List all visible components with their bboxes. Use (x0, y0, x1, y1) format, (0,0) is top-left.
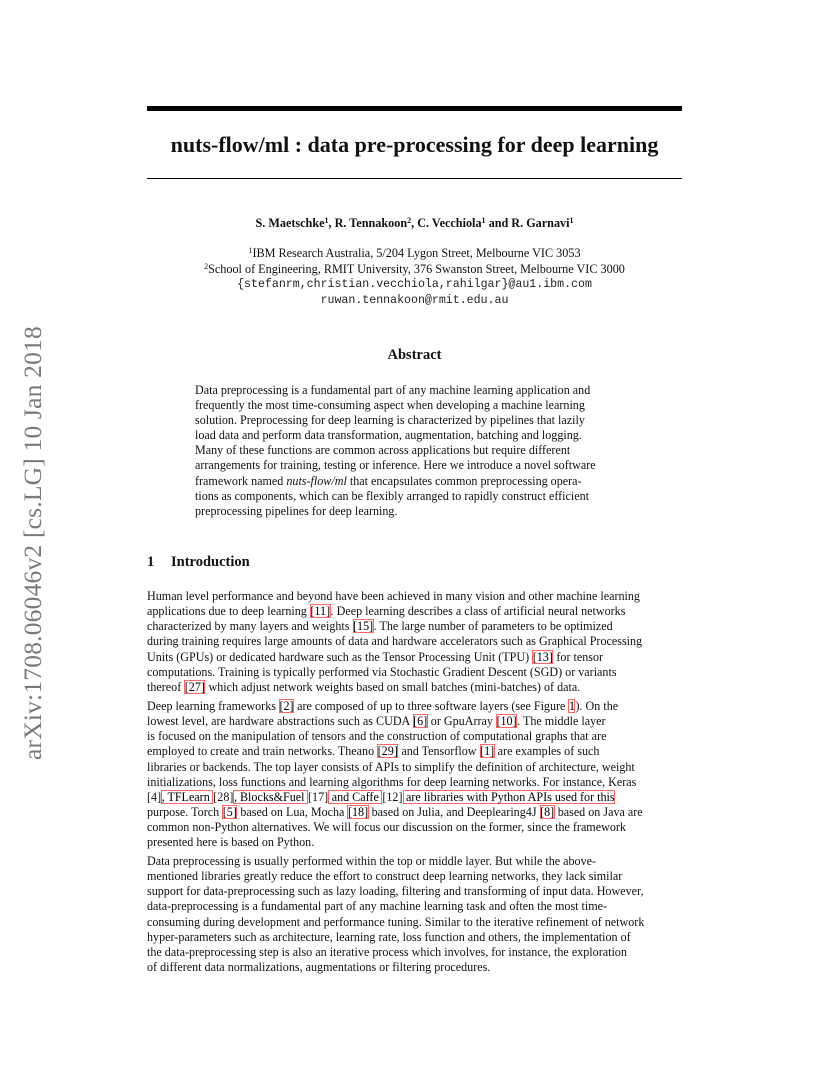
affiliation-number: 2 (204, 261, 209, 271)
paragraph-text: which adjust network weights based on small batches (mini-batches) of data. (205, 679, 581, 694)
paragraph-line (147, 699, 682, 714)
paragraph-line (147, 650, 682, 665)
citation-link[interactable]: [1] (480, 744, 495, 759)
paragraph-text: [28] (213, 789, 234, 804)
paragraph-text: purpose. Torch (147, 805, 223, 820)
arxiv-side-stamp: arXiv:1708.06046v2 [cs.LG] 10 Jan 2018 (18, 326, 47, 760)
author-separator: , (328, 216, 335, 230)
affiliation-text: IBM Research Australia, 5/204 Lygon Street, Melbourne VIC 3053 (252, 246, 581, 260)
paragraph-line: mentioned libraries greatly reduce the effort to construct deep learning networks, they lack similar (147, 869, 623, 884)
paragraph-line (147, 820, 682, 835)
author-name: R. Tennakoon (334, 216, 408, 230)
paragraph-text: applications due to deep learning (147, 604, 310, 619)
paragraph-line (147, 744, 682, 759)
paragraph-line (147, 619, 682, 634)
paragraph-line (147, 589, 682, 604)
abstract-line: preprocessing pipelines for deep learning. (195, 503, 398, 518)
email-line-2: ruwan.tennakoon@rmit.edu.au (320, 293, 509, 307)
author-name: C. Vecchiola (417, 216, 482, 230)
paragraph-text: Units (GPUs) or dedicated hardware such as the Tensor Processing Unit (TPU) (147, 649, 533, 664)
paragraph-text: characterized by many layers and weights (147, 619, 353, 634)
paragraph-line (147, 760, 682, 775)
paragraph-line: the data-preprocessing step is also an iterative process which involves, for instance, the exploration (147, 944, 627, 959)
citation-link[interactable]: are libraries with Python APIs used for this (403, 789, 615, 804)
paragraph-text: based on Julia, and Deeplearing4J (368, 805, 540, 820)
author-name: S. Maetschke (255, 216, 325, 230)
abstract-heading: Abstract (387, 347, 442, 363)
abstract-body (195, 383, 635, 519)
author-affiliation-mark: 2 (407, 216, 412, 225)
paragraph-line (147, 680, 682, 695)
paragraph-line (147, 805, 682, 820)
abstract-line: load data and perform data transformation, augmentation, batching and logging. (195, 428, 582, 443)
abstract-text: that encapsulates common preprocessing opera- (346, 473, 582, 488)
paragraph-text: presented here is based on Python. (147, 835, 315, 850)
affiliation-1 (147, 246, 682, 262)
paper-title: nuts-flow/ml : data pre-processing for deep learning (170, 132, 659, 157)
citation-link[interactable]: and Caffe (328, 789, 382, 804)
paragraph-text: computations. Training is typically performed via Stochastic Gradient Descent (SGD) or variants (147, 664, 617, 679)
paragraph-line (147, 714, 682, 729)
paragraph-line (147, 634, 682, 649)
paragraph-text: during training requires large amounts of data and hardware accelerators such as Graphical Processing (147, 634, 643, 649)
abstract-line: frequently the most time-consuming aspect when developing a machine learning (195, 398, 585, 413)
citation-link[interactable]: , Blocks&Fuel (233, 789, 308, 804)
paragraph-line: Data preprocessing is usually performed within the top or middle layer. But while the above- (147, 854, 597, 868)
title-top-rule (147, 106, 682, 111)
paragraph-line (147, 729, 682, 744)
affiliation-2 (147, 262, 682, 278)
citation-link[interactable]: , TFLearn (161, 789, 213, 804)
citation-link[interactable]: [18] (347, 805, 369, 820)
paragraph-line (147, 604, 682, 619)
citation-link[interactable]: [29] (377, 744, 398, 759)
paragraph-text: [4] (147, 789, 162, 804)
author-and: and (485, 216, 512, 230)
citation-link[interactable]: [8] (540, 805, 555, 820)
citation-link[interactable]: [27] (184, 679, 205, 694)
paragraph-text: . The large number of parameters to be optimized (373, 619, 613, 634)
paragraph-text: based on Java are (554, 805, 643, 820)
paragraph-line (147, 835, 682, 850)
paragraph-text: . The middle layer (517, 714, 606, 729)
abstract-line (195, 474, 635, 489)
citation-link[interactable]: [5] (222, 805, 237, 820)
paragraph-text: ). On the (575, 699, 619, 713)
framework-name: nuts-flow/ml (286, 473, 347, 488)
affiliations (147, 246, 682, 308)
author-affiliation-mark: 1 (324, 216, 329, 225)
paragraph-line (147, 775, 682, 790)
introduction-paragraph-1 (147, 589, 682, 695)
paragraph-text: lowest level, are hardware abstractions such as CUDA (147, 714, 413, 729)
citation-link[interactable]: [11] (310, 604, 331, 619)
paragraph-text: [17] (308, 789, 329, 804)
paragraph-text: are composed of up to three software layers (see Figure (294, 699, 569, 713)
paragraph-text: common non-Python alternatives. We will focus our discussion on the former, since the framework (147, 820, 626, 835)
abstract-line: arrangements for training, testing or inference. Here we introduce a novel software (195, 458, 596, 473)
citation-link[interactable]: [15] (353, 619, 374, 634)
section-number: 1 (147, 554, 155, 570)
paragraph-text: . Deep learning describes a class of artificial neural networks (330, 604, 626, 619)
paragraph-text: is focused on the manipulation of tensors and the construction of computational graphs that are (147, 729, 607, 744)
paragraph-text: employed to create and train networks. Theano (147, 744, 378, 759)
citation-link[interactable]: [6] (413, 714, 428, 729)
citation-link[interactable]: [2] (279, 699, 294, 713)
paragraph-text: libraries or backends. The top layer consists of APIs to simplify the definition of architecture, weight (147, 759, 635, 774)
citation-link[interactable]: [10] (496, 714, 517, 729)
affiliation-number: 1 (248, 246, 253, 255)
section-title: Introduction (171, 554, 250, 570)
abstract-line: Data preprocessing is a fundamental part of any machine learning application and (195, 383, 591, 397)
author-separator: , (411, 216, 418, 230)
abstract-line: tions as components, which can be flexibly arranged to rapidly construct efficient (195, 488, 590, 503)
paragraph-text: thereof (147, 679, 185, 694)
citation-link[interactable]: [13] (532, 649, 553, 664)
author-affiliation-mark: 1 (569, 216, 574, 225)
paragraph-line (147, 790, 682, 805)
abstract-text: framework named (195, 473, 287, 488)
affiliation-text: School of Engineering, RMIT University, 376 Swanston Street, Melbourne VIC 3000 (208, 261, 625, 276)
paragraph-line (147, 665, 682, 680)
section-heading-introduction (147, 552, 250, 572)
paragraph-text: are examples of such (494, 744, 600, 759)
paragraph-line: data-preprocessing is a fundamental part of any machine learning task and often the most time- (147, 899, 608, 914)
paragraph-text: [12] (382, 789, 403, 804)
abstract-line: solution. Preprocessing for deep learning is characterized by pipelines that lazily (195, 413, 585, 428)
introduction-paragraph-2 (147, 699, 682, 851)
paragraph-text: or GpuArray (427, 714, 496, 729)
paragraph-line: consuming during development and performance tuning. Similar to the iterative refinement of network (147, 914, 645, 929)
paragraph-text: and Tensorflow (398, 744, 480, 759)
paragraph-line: support for data-preprocessing such as lazy loading, filtering and transforming of input data. However, (147, 884, 644, 899)
author-affiliation-mark: 1 (481, 216, 486, 225)
author-name: R. Garnavi (511, 216, 570, 230)
paragraph-text: based on Lua, Mocha (237, 805, 348, 820)
paragraph-text: Deep learning frameworks (147, 699, 279, 713)
paragraph-line: of different data normalizations, augmentations or filtering procedures. (147, 960, 491, 975)
paragraph-text: for tensor (553, 649, 604, 664)
paragraph-text: initializations, loss functions and learning algorithms for deep learning networks. For instance, Keras (147, 774, 637, 789)
paragraph-line: hyper-parameters such as architecture, learning rate, loss function and others, the implementation of (147, 929, 631, 944)
paragraph-text: Human level performance and beyond have been achieved in many vision and other machine learning (147, 589, 640, 603)
introduction-paragraph-3 (147, 854, 682, 975)
title-bottom-rule (147, 178, 682, 179)
citation-link[interactable]: 1 (568, 699, 575, 713)
abstract-line: Many of these functions are common across applications but require different (195, 443, 571, 458)
author-list (147, 214, 682, 232)
email-line-1: {stefanrm,christian.vecchiola,rahilgar}@au1.ibm.com (237, 278, 592, 291)
